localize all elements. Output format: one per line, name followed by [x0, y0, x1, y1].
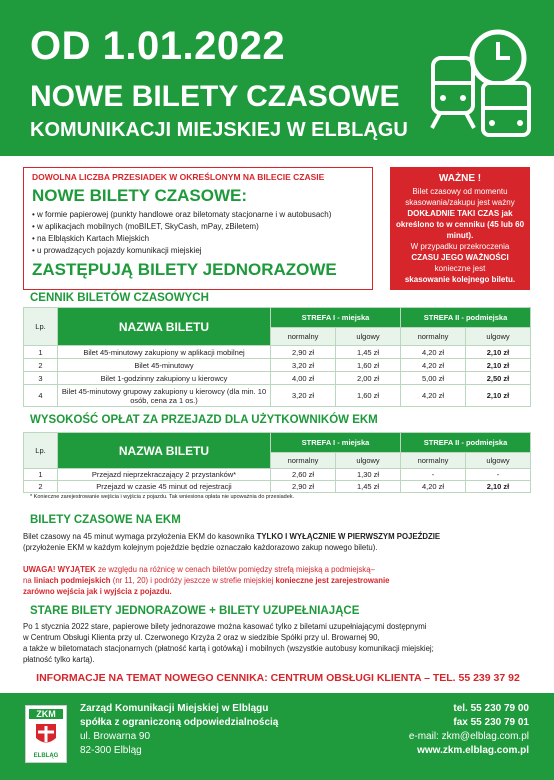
cell-price: 2,10 zł	[466, 481, 531, 493]
header-banner	[0, 0, 554, 156]
important-box	[390, 167, 530, 290]
cell-price: 3,20 zł	[271, 385, 336, 407]
footer	[0, 693, 554, 780]
col-lp: Lp.	[24, 308, 58, 346]
logo-sub: ELBLĄG	[33, 753, 59, 759]
col-reduced: ulgowy	[466, 328, 531, 346]
table-row	[24, 469, 531, 481]
cell-price: 1,45 zł	[336, 481, 401, 493]
intro-bullet: • na Elbląskich Kartach Miejskich	[32, 233, 364, 245]
col-zone1: STREFA I - miejska	[271, 433, 401, 453]
col-zone1: STREFA I - miejska	[271, 308, 401, 328]
intro-bullet-list	[32, 209, 364, 257]
cell-price: 1,30 zł	[336, 469, 401, 481]
old-tickets-paragraph	[23, 621, 533, 665]
col-normal: normalny	[401, 328, 466, 346]
col-normal: normalny	[271, 328, 336, 346]
col-zone2: STREFA II - podmiejska	[401, 433, 531, 453]
cell-price: -	[401, 469, 466, 481]
crest-icon	[26, 722, 66, 748]
col-reduced: ulgowy	[336, 453, 401, 469]
price-table	[23, 307, 531, 407]
table-row	[24, 372, 531, 385]
transport-clock-icon	[428, 28, 533, 143]
cell-lp: 1	[24, 346, 58, 359]
old-tickets-line: a także w biletomatach stacjonarnych (płatność kartą i gotówką) i mobilnych (wszystkie autobusy komunikacji miejskiej;	[23, 644, 434, 653]
cell-name: Bilet 45-minutowy	[58, 359, 271, 372]
ekm-fees-title: WYSOKOŚĆ OPŁAT ZA PRZEJAZD DLA UŻYTKOWNIKÓW EKM	[30, 414, 378, 426]
price-list-title: CENNIK BILETÓW CZASOWYCH	[30, 292, 209, 304]
intro-bullet: • w formie papierowej (punkty handlowe oraz biletomaty stacjonarne i w autobusach)	[32, 209, 364, 221]
company-name: Zarząd Komunikacji Miejskiej w Elblągu	[80, 703, 269, 714]
cell-price: 2,50 zł	[466, 372, 531, 385]
cell-lp: 1	[24, 469, 58, 481]
important-heading: WAŻNE !	[438, 173, 482, 184]
company-type: spółka z ograniczoną odpowiedzialnością	[80, 717, 279, 728]
old-tickets-line: w Centrum Obsługi Klienta przy ul. Czerwonego Krzyża 2 oraz w siedzibie Spółki przy ul. Browarnej 90,	[23, 633, 380, 642]
header-subtitle: KOMUNIKACJI MIEJSKIEJ W ELBLĄGU	[30, 119, 408, 141]
cell-name: Bilet 1-godzinny zakupiony u kierowcy	[58, 372, 271, 385]
table-row	[24, 481, 531, 493]
intro-box	[23, 167, 373, 290]
important-bold: DOKŁADNIE TAKI CZAS jak określono to w cenniku (45 lub 60 minut).	[395, 209, 525, 240]
warning-label: UWAGA! WYJĄTEK	[23, 565, 96, 574]
old-tickets-title: STARE BILETY JEDNORAZOWE + BILETY UZUPEŁNIAJĄCE	[30, 605, 360, 617]
cell-price: 1,60 zł	[336, 359, 401, 372]
email[interactable]: e-mail: zkm@elblag.com.pl	[408, 731, 529, 742]
header-date: OD 1.01.2022	[30, 24, 286, 68]
street: ul. Browarna 90	[80, 731, 151, 742]
cell-name: Przejazd nieprzekraczający 2 przystanków*	[58, 469, 271, 481]
important-text: konieczne jest	[434, 264, 486, 273]
cell-price: 1,45 zł	[336, 346, 401, 359]
intro-replace: ZASTĘPUJĄ BILETY JEDNORAZOWE	[32, 260, 337, 279]
cell-price: 2,60 zł	[271, 469, 336, 481]
cell-price: 4,00 zł	[271, 372, 336, 385]
warning-paragraph	[23, 564, 533, 597]
fax: fax 55 230 79 01	[453, 717, 529, 728]
cell-price: 2,10 zł	[466, 359, 531, 372]
warning-bold: konieczne jest zarejestrowanie	[275, 576, 390, 585]
col-zone2: STREFA II - podmiejska	[401, 308, 531, 328]
cell-price: 2,10 zł	[466, 385, 531, 407]
ekm-paragraph	[23, 531, 533, 553]
table-row	[24, 359, 531, 372]
ekm-text: (przyłożenie EKM w każdym kolejnym pojeździe będzie oznaczało każdorazowo zakup nowego biletu).	[23, 543, 378, 552]
info-line: INFORMACJE NA TEMAT NOWEGO CENNIKA: CENTRUM OBSŁUGI KLIENTA – TEL. 55 239 37 92	[36, 672, 520, 684]
city: 82-300 Elbląg	[80, 745, 142, 756]
cell-lp: 3	[24, 372, 58, 385]
warning-text: (nr 11, 20) i podróży jeszcze w strefie miejskiej	[112, 576, 274, 585]
cell-price: 2,90 zł	[271, 481, 336, 493]
important-text: W przypadku przekroczenia	[410, 242, 510, 251]
cell-price: 1,60 zł	[336, 385, 401, 407]
table-row	[24, 346, 531, 359]
important-bold: skasowanie kolejnego biletu.	[404, 275, 516, 284]
old-tickets-line: płatność tylko kartą).	[23, 655, 95, 664]
col-reduced: ulgowy	[466, 453, 531, 469]
cell-lp: 2	[24, 481, 58, 493]
cell-price: 4,20 zł	[401, 481, 466, 493]
cell-name: Przejazd w czasie 45 minut od rejestracji	[58, 481, 271, 493]
cell-price: 4,20 zł	[401, 359, 466, 372]
cell-lp: 2	[24, 359, 58, 372]
col-name: NAZWA BILETU	[58, 308, 271, 346]
important-bold: CZASU JEGO WAŻNOŚCI	[411, 253, 509, 262]
warning-bold: zarówno wejścia jak i wyjścia z pojazdu.	[23, 587, 172, 596]
table-row	[24, 385, 531, 407]
cell-lp: 4	[24, 385, 58, 407]
col-normal: normalny	[401, 453, 466, 469]
logo-text: ZKM	[29, 709, 63, 719]
website-link[interactable]: www.zkm.elblag.com.pl	[417, 745, 529, 756]
cell-price: 2,10 zł	[466, 346, 531, 359]
cell-price: 2,90 zł	[271, 346, 336, 359]
warning-text: ze względu na różnicę w cenach biletów pomiędzy strefą miejską a podmiejską–	[97, 565, 375, 574]
old-tickets-line: Po 1 stycznia 2022 stare, papierowe bilety jednorazowe można kasować tylko z biletami uzupełniającymi dostępnymi	[23, 622, 427, 631]
col-lp: Lp.	[24, 433, 58, 469]
warning-bold: liniach podmiejskich	[33, 576, 111, 585]
col-normal: normalny	[271, 453, 336, 469]
cell-price: 2,00 zł	[336, 372, 401, 385]
intro-bullet: • w aplikacjach mobilnych (moBILET, SkyCash, mPay, zBiletem)	[32, 221, 364, 233]
col-reduced: ulgowy	[336, 328, 401, 346]
intro-title: NOWE BILETY CZASOWE:	[32, 186, 248, 205]
ekm-bold: TYLKO I WYŁĄCZNIE W PIERWSZYM POJEŹDZIE	[256, 532, 441, 541]
intro-subtitle: DOWOLNA LICZBA PRZESIADEK W OKREŚLONYM NA BILECIE CZASIE	[32, 172, 325, 182]
cell-price: -	[466, 469, 531, 481]
cell-price: 5,00 zł	[401, 372, 466, 385]
warning-text: na	[23, 576, 32, 585]
cell-name: Bilet 45-minutowy grupowy zakupiony u kierowcy (dla min. 10 osób, cena za 1 os.)	[58, 385, 271, 407]
ekm-section-title: BILETY CZASOWE NA EKM	[30, 514, 181, 526]
header-title: NOWE BILETY CZASOWE	[30, 80, 400, 113]
cell-name: Bilet 45-minutowy zakupiony w aplikacji mobilnej	[58, 346, 271, 359]
cell-price: 4,20 zł	[401, 385, 466, 407]
ekm-table	[23, 432, 531, 493]
important-text: Bilet czasowy od momentu skasowania/zakupu jest ważny	[405, 187, 515, 207]
col-name: NAZWA BILETU	[58, 433, 271, 469]
phone: tel. 55 230 79 00	[453, 703, 529, 714]
ekm-text: Bilet czasowy na 45 minut wymaga przyłożenia EKM do kasownika	[23, 532, 255, 541]
zkm-logo	[25, 705, 67, 763]
cell-price: 4,20 zł	[401, 346, 466, 359]
ekm-footnote: * Konieczne zarejestrowanie wejścia i wyjścia z pojazdu. Tak wniesiona opłata nie upoważnia do przesiadek.	[30, 494, 295, 500]
intro-bullet: • u prowadzących pojazdy komunikacji miejskiej	[32, 245, 364, 257]
cell-price: 3,20 zł	[271, 359, 336, 372]
